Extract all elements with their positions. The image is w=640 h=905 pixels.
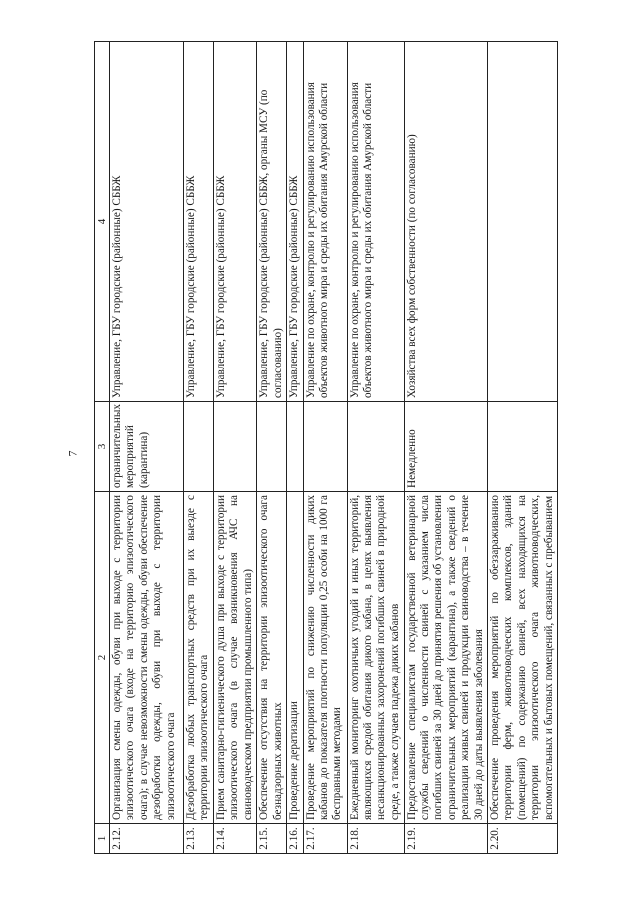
table-row <box>214 42 257 854</box>
term-text <box>287 402 303 492</box>
table-row <box>303 42 347 854</box>
term-text: ограничительных мероприятий (карантина) <box>110 402 184 492</box>
measure-text: Проведение дератизации <box>287 492 303 824</box>
row-number: 2.15. <box>257 824 287 854</box>
term-text <box>184 402 214 492</box>
table-row <box>287 42 303 854</box>
responsible-text: Управление, ГБУ городские (районные) СББЖ <box>287 42 303 402</box>
term-text: Немедленно <box>404 402 487 492</box>
page-number: 7 <box>65 450 80 456</box>
header-cell: 1 <box>95 824 110 854</box>
measure-text: Обеспечение проведения мероприятий по обеззараживанию территории ферм, животноводческих комплексов, зданий (помещений) по содержанию свиней, всех находящихся на территории эпизоотического очага животноводческих, вспомогательных и бытовых помещений, связанных с пребыванием <box>488 492 558 824</box>
measure-text: Предоставление специалистам государственной ветеринарной службы сведений о численности свиней с указанием числа погибших свиней за 30 дней до принятия решения об установлении ограничительных мероприятий (карантина), а также сведений о реализации живых свиней и продукции свиноводства – в течение 30 дней до даты выявления заболевания <box>404 492 487 824</box>
table-row <box>347 42 404 854</box>
term-text <box>488 402 558 492</box>
term-text <box>257 402 287 492</box>
row-number: 2.20. <box>488 824 558 854</box>
header-cell: 3 <box>95 402 110 492</box>
measure-text: Проведение мероприятий по снижению численности диких кабанов до показателя плотности популяции 0,25 особи на 1000 га бесправными методами <box>303 492 347 824</box>
responsible-text: Управление, ГБУ городские (районные) СББЖ <box>214 42 257 402</box>
table-row <box>110 42 184 854</box>
measure-text: Ежедневный мониторинг охотничьих угодий и иных территорий, являющихся средой обитания дикого кабана, в целях выявления несанкционированных захоронений погибших свиней в природной среде, а также случаев падежа диких кабанов <box>347 492 404 824</box>
row-number: 2.17. <box>303 824 347 854</box>
responsible-text: Управление, ГБУ городские (районные) СББЖ <box>184 42 214 402</box>
table-row <box>184 42 214 854</box>
responsible-text: Управление по охране, контролю и регулированию использования объектов животного мира и среды их обитания Амурской области <box>303 42 347 402</box>
table-row <box>404 42 487 854</box>
term-text <box>214 402 257 492</box>
responsible-text: Управление, ГБУ городские (районные) СББЖ <box>110 42 184 402</box>
responsible-text: Управление по охране, контролю и регулированию использования объектов животного мира и среды их обитания Амурской области <box>347 42 404 402</box>
row-number: 2.13. <box>184 824 214 854</box>
header-cell: 4 <box>95 42 110 402</box>
measures-table <box>94 41 558 854</box>
table-row <box>257 42 287 854</box>
measure-text: Прием санитарно-гигиенического душа при выходе с территории эпизоотического очага (в случае возникновения АЧС на свиноводческом предприятии промышленного типа) <box>214 492 257 824</box>
rotated-table-area <box>94 42 620 854</box>
row-number: 2.16. <box>287 824 303 854</box>
responsible-text <box>488 42 558 402</box>
row-number: 2.14. <box>214 824 257 854</box>
row-number: 2.19. <box>404 824 487 854</box>
responsible-text: Хозяйства всех форм собственности (по согласованию) <box>404 42 487 402</box>
measure-text: Дезобработка любых транспортных средств при их выезде с территории эпизоотического очага <box>184 492 214 824</box>
term-text <box>303 402 347 492</box>
row-number: 2.18. <box>347 824 404 854</box>
table-row <box>488 42 558 854</box>
row-number: 2.12. <box>110 824 184 854</box>
header-cell: 2 <box>95 492 110 824</box>
term-text <box>347 402 404 492</box>
responsible-text: Управление, ГБУ городские (районные) СББЖ, органы МСУ (по согласованию) <box>257 42 287 402</box>
table-header-row <box>95 42 110 854</box>
measure-text: Обеспечение отсутствия на территории эпизоотического очага безнадзорных животных <box>257 492 287 824</box>
measure-text: Организация смены одежды, обуви при выходе с территории эпизоотического очага (входе на территорию эпизоотического очага); в случае невозможности смены одежды, обуви обеспечение дезобработки одежды, обуви при выходе с территории эпизоотического очага <box>110 492 184 824</box>
